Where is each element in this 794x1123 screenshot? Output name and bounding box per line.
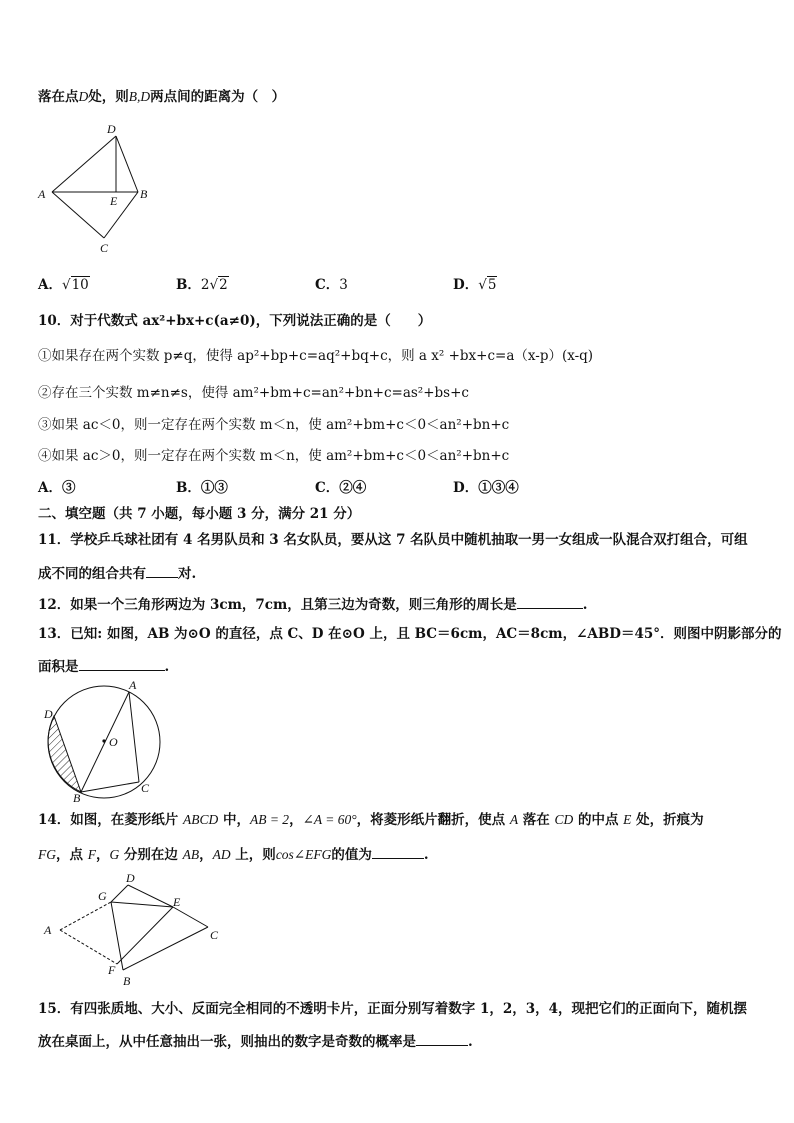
q9-label-e: E [110, 194, 118, 208]
q9-stem: 落在点D处，则B,D两点间的距离为（ ） [38, 89, 286, 105]
q10-options [38, 479, 758, 499]
q15-line-2: 放在桌面上，从中任意抽出一张，则抽出的数字是奇数的概率是 . [38, 1031, 473, 1051]
q9-option-b[interactable]: B．2√2 [176, 277, 228, 293]
q10-option-a[interactable]: A．③ [38, 480, 76, 496]
q10-stem: 10．对于代数式 ax²+bx+c(a≠0)，下列说法正确的是（ ） [38, 313, 432, 329]
q10-statement-2: ②存在三个实数 m≠n≠s，使得 am²+bm+c=an²+bn+c=as²+bs+c [38, 385, 469, 401]
q14-label-b: B [123, 974, 131, 988]
q13-line-2: 面积是 . [38, 656, 169, 676]
q9-label-d: D [107, 122, 116, 136]
q13-label-o: O [109, 735, 118, 749]
q13-label-c: C [141, 781, 150, 795]
q13-label-d: D [44, 707, 53, 721]
q12-answer-blank[interactable] [517, 594, 583, 609]
q10-option-c[interactable]: C．②④ [315, 480, 367, 496]
q14-answer-blank[interactable] [372, 844, 424, 859]
q14-label-g: G [98, 889, 107, 903]
q14-line-1: 14．如图，在菱形纸片 ABCD 中，AB = 2，∠A = 60°，将菱形纸片翻折，使点 A 落在 CD 的中点 E 处，折痕为 [38, 812, 704, 828]
q11-line-1: 11．学校乒乓球社团有 4 名男队员和 3 名女队员，要从这 7 名队员中随机抽取一男一女组成一队混合双打组合，可组 [38, 532, 748, 548]
q10-option-d[interactable]: D．①③④ [453, 480, 519, 496]
q9-label-b: B [140, 187, 148, 201]
q10-option-b[interactable]: B．①③ [176, 480, 228, 496]
q10-statement-3: ③如果 ac＜0，则一定存在两个实数 m＜n，使 am²+bm+c＜0＜an²+bn+c [38, 417, 510, 433]
q14-label-d: D [126, 871, 135, 885]
q13-answer-blank[interactable] [79, 656, 165, 671]
q11-answer-blank[interactable] [146, 563, 178, 578]
q9-label-c: C [100, 241, 109, 255]
q11-line-2: 成不同的组合共有 对. [38, 563, 196, 583]
q14-figure [38, 870, 238, 990]
q9-label-a: A [38, 187, 46, 201]
q13-figure [38, 678, 178, 803]
q13-label-a: A [129, 678, 137, 692]
q15-line-1: 15．有四张质地、大小、反面完全相同的不透明卡片，正面分别写着数字 1，2，3，4，现把它们的正面向下，随机摆 [38, 1001, 748, 1017]
q9-options [38, 276, 758, 296]
q9-option-a[interactable]: A．√10 [38, 277, 89, 293]
q9-option-c[interactable]: C．3 [315, 277, 348, 293]
q14-label-e: E [173, 895, 181, 909]
q9-option-d[interactable]: D．√5 [453, 277, 497, 293]
q14-label-c: C [210, 928, 219, 942]
q10-statement-1: ①如果存在两个实数 p≠q，使得 ap²+bp+c=aq²+bq+c，则 a x² +bx+c=a（x-p）(x-q) [38, 348, 594, 364]
q15-answer-blank[interactable] [416, 1031, 468, 1046]
q12-line: 12．如果一个三角形两边为 3cm，7cm，且第三边为奇数，则三角形的周长是 . [38, 594, 587, 614]
q13-label-b: B [73, 791, 81, 803]
section-heading: 二、填空题（共 7 小题，每小题 3 分，满分 21 分） [38, 506, 361, 522]
q10-statement-4: ④如果 ac＞0，则一定存在两个实数 m＜n，使 am²+bm+c＜0＜an²+bn+c [38, 448, 510, 464]
q14-label-a: A [44, 923, 52, 937]
q14-line-2: FG，点 F，G 分别在边 AB，AD 上，则cos∠EFG的值为 . [38, 844, 429, 864]
q14-label-f: F [108, 963, 116, 977]
q13-line-1: 13．已知: 如图，AB 为⊙O 的直径，点 C、D 在⊙O 上，且 BC＝6cm，AC＝8cm，∠ABD＝45°．则图中阴影部分的 [38, 626, 782, 642]
q9-figure [34, 120, 164, 255]
